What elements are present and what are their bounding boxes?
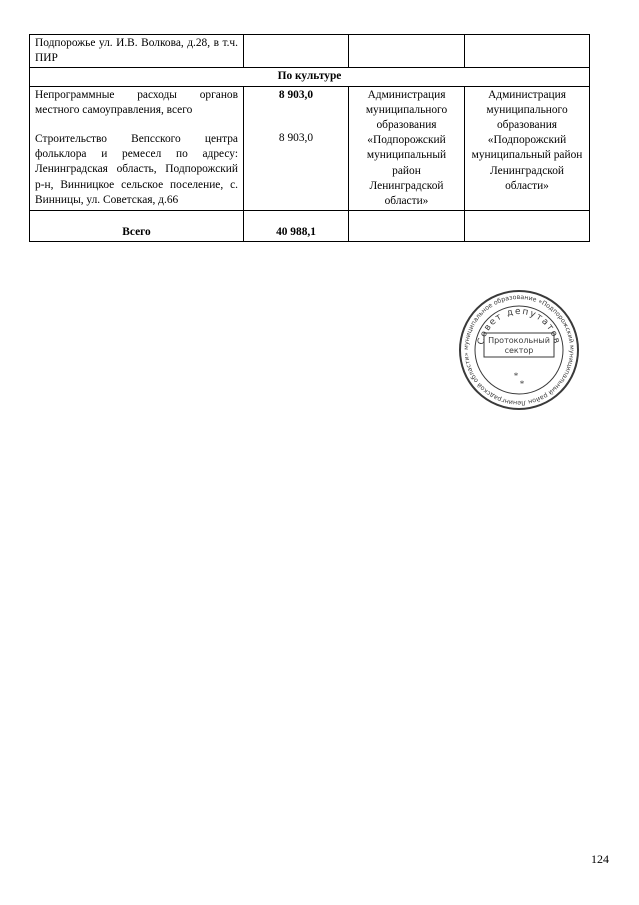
- description-sub: Строительство Вепсского центра фольклора и ремесел по адресу: Ленинградская область, Подпорожский р-н, Винницкое сельское поселение, с. Винницы, ул. Советская, д.66: [35, 133, 238, 206]
- address-cell: Подпорожье ул. И.В. Волкова, д.28, в т.ч. ПИР: [30, 35, 244, 68]
- amount-cell: [244, 35, 349, 68]
- developer-cell: Администрация муниципального образования «Подпорожский муниципальный район Ленинградской области»: [465, 86, 590, 211]
- customer-cell: [349, 35, 465, 68]
- total-empty-cell: [465, 211, 590, 242]
- stamp-outer-text: муниципальное образование «Подпорожский муниципальный район Ленинградской области»: [462, 293, 576, 407]
- section-header-row: [30, 68, 590, 86]
- amount-sub: 8 903,0: [278, 131, 314, 144]
- total-row: [30, 211, 590, 242]
- section-header: По культуре: [30, 68, 590, 86]
- customer-cell: Администрация муниципального образования «Подпорожский муниципальный район Ленинградской области»: [349, 86, 465, 211]
- stamp-star-icon: *: [519, 379, 525, 389]
- amount-main: 8 903,0: [278, 88, 314, 101]
- official-stamp: [458, 289, 580, 411]
- page-number: 124: [591, 852, 609, 866]
- budget-table: [29, 34, 590, 242]
- description-main: Непрограммные расходы органов местного самоуправления, всего: [35, 88, 238, 116]
- table-row: [30, 35, 590, 68]
- spacer: [249, 103, 343, 117]
- spacer: [35, 118, 238, 132]
- stamp-inner-text: Совет депутатов: [476, 306, 562, 346]
- stamp-star-icon: *: [513, 371, 519, 381]
- total-empty-cell: [349, 211, 465, 242]
- developer-cell: [465, 35, 590, 68]
- amount-cell: [244, 86, 349, 211]
- stamp-center-line1: Протокольный: [488, 336, 550, 345]
- table-row: [30, 86, 590, 211]
- total-amount: 40 988,1: [244, 211, 349, 242]
- total-label: Всего: [30, 211, 244, 242]
- stamp-center-line2: сектор: [504, 346, 534, 355]
- spacer: [249, 117, 343, 131]
- description-cell: [30, 86, 244, 211]
